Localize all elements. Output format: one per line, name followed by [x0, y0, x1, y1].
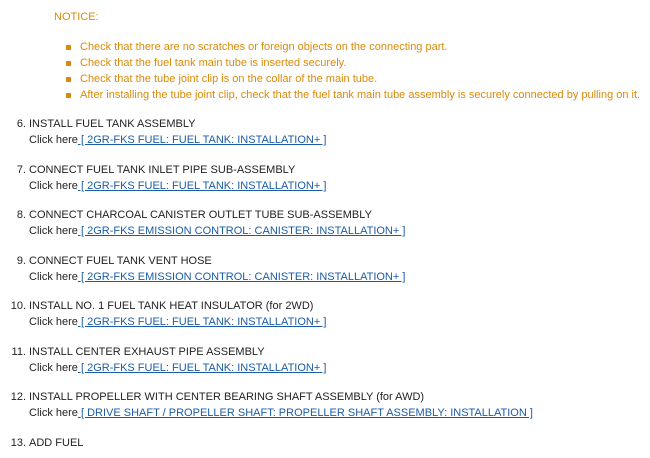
- notice-item-text: Check that there are no scratches or foreign objects on the connecting part.: [80, 41, 448, 53]
- notice-item-text: Check that the tube joint clip is on the collar of the main tube.: [80, 73, 378, 85]
- installation-link[interactable]: [ DRIVE SHAFT / PROPELLER SHAFT: PROPELLER SHAFT ASSEMBLY: INSTALLATION ]: [77, 407, 533, 419]
- step-link-line: [29, 224, 405, 238]
- installation-link[interactable]: [ 2GR-FKS FUEL: FUEL TANK: INSTALLATION+ ]: [77, 134, 327, 146]
- bullet-icon: [66, 77, 71, 82]
- notice-item: [66, 55, 650, 71]
- bullet-icon: [66, 93, 71, 98]
- step-number: 10.: [10, 300, 26, 312]
- installation-link[interactable]: [ 2GR-FKS EMISSION CONTROL: CANISTER: INSTALLATION+ ]: [77, 271, 406, 283]
- step-link-line: [29, 270, 405, 284]
- step-number: 11.: [11, 346, 26, 358]
- bullet-icon: [66, 45, 71, 50]
- click-here-text: Click here: [29, 134, 78, 146]
- notice-item-text: After installing the tube joint clip, check that the fuel tank main tube assembly is securely connected by pulling on it.: [80, 89, 641, 101]
- step-title: INSTALL CENTER EXHAUST PIPE ASSEMBLY: [29, 346, 265, 358]
- step-link-line: [29, 361, 326, 375]
- notice-item: [66, 71, 650, 87]
- step-number: 12.: [10, 391, 26, 403]
- notice-item: [66, 87, 650, 103]
- notice-item: [66, 39, 650, 55]
- step-link-line: [29, 179, 326, 193]
- step-title: CONNECT FUEL TANK INLET PIPE SUB-ASSEMBLY: [29, 164, 296, 176]
- installation-link[interactable]: [ 2GR-FKS EMISSION CONTROL: CANISTER: INSTALLATION+ ]: [77, 225, 406, 237]
- step-link-line: [29, 315, 326, 329]
- click-here-text: Click here: [29, 271, 78, 283]
- step-number: 6.: [16, 118, 26, 130]
- click-here-text: Click here: [29, 225, 78, 237]
- click-here-text: Click here: [29, 316, 78, 328]
- notice-title: NOTICE:: [54, 11, 99, 23]
- step-number: 8.: [16, 209, 26, 221]
- click-here-text: Click here: [29, 407, 78, 419]
- notice-list: [66, 39, 650, 103]
- step-number: 13.: [10, 437, 26, 449]
- step-title: INSTALL FUEL TANK ASSEMBLY: [29, 118, 196, 130]
- step-title: INSTALL NO. 1 FUEL TANK HEAT INSULATOR (for 2WD): [29, 300, 314, 312]
- bullet-icon: [66, 61, 71, 66]
- step-link-line: [29, 406, 533, 420]
- step-number: 9.: [16, 255, 26, 267]
- installation-link[interactable]: [ 2GR-FKS FUEL: FUEL TANK: INSTALLATION+ ]: [77, 180, 327, 192]
- step-title: CONNECT CHARCOAL CANISTER OUTLET TUBE SUB-ASSEMBLY: [29, 209, 372, 221]
- step-title: CONNECT FUEL TANK VENT HOSE: [29, 255, 212, 267]
- click-here-text: Click here: [29, 362, 78, 374]
- step-title: INSTALL PROPELLER WITH CENTER BEARING SHAFT ASSEMBLY (for AWD): [29, 391, 425, 403]
- notice-section: [54, 10, 641, 101]
- step-number: 7.: [16, 164, 26, 176]
- installation-link[interactable]: [ 2GR-FKS FUEL: FUEL TANK: INSTALLATION+ ]: [77, 316, 327, 328]
- step-title: ADD FUEL: [29, 437, 84, 449]
- notice-item-text: Check that the fuel tank main tube is inserted securely.: [80, 57, 347, 69]
- step-link-line: [29, 133, 326, 147]
- click-here-text: Click here: [29, 180, 78, 192]
- installation-link[interactable]: [ 2GR-FKS FUEL: FUEL TANK: INSTALLATION+ ]: [77, 362, 327, 374]
